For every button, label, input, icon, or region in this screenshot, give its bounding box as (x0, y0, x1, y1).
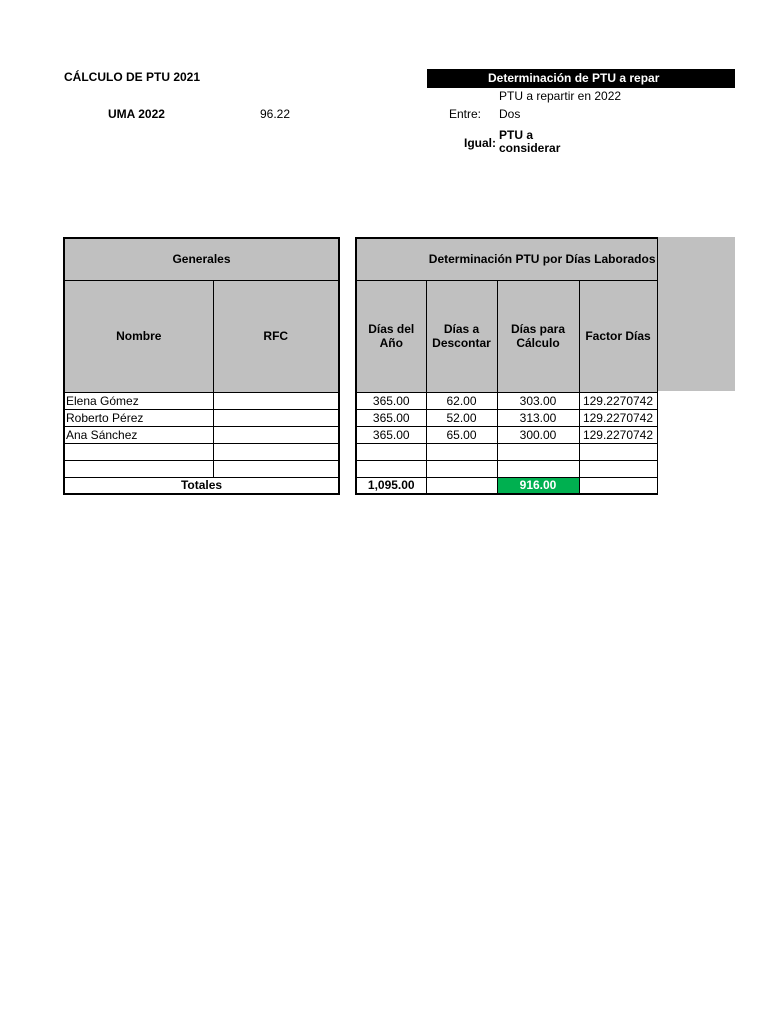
name-cell[interactable] (64, 460, 213, 477)
dias-calculo-cell[interactable]: 300.00 (497, 426, 579, 443)
dias-descontar-cell[interactable] (426, 460, 497, 477)
column-header-rfc: RFC (213, 280, 339, 392)
dias-descontar-cell[interactable]: 62.00 (426, 392, 497, 409)
gray-fill-block (658, 237, 735, 391)
column-header-factor-dias: Factor Días (579, 280, 657, 392)
table-row (356, 443, 657, 460)
table-row (64, 460, 339, 477)
determinacion-section-title: Determinación PTU por Días Laborados (356, 238, 657, 280)
totals-row (64, 477, 339, 494)
name-cell[interactable]: Elena Gómez (64, 392, 213, 409)
dias-anio-cell[interactable] (356, 460, 426, 477)
rfc-cell[interactable] (213, 443, 339, 460)
uma-value[interactable]: 96.22 (260, 107, 291, 121)
dias-calculo-cell[interactable] (497, 460, 579, 477)
name-cell[interactable]: Roberto Pérez (64, 409, 213, 426)
rfc-cell[interactable] (213, 460, 339, 477)
dias-descontar-cell[interactable] (426, 443, 497, 460)
table-row (64, 392, 339, 409)
igual-label: Igual: (464, 136, 496, 150)
rfc-cell[interactable] (213, 409, 339, 426)
dias-anio-cell[interactable]: 365.00 (356, 426, 426, 443)
dias-descontar-cell[interactable]: 65.00 (426, 426, 497, 443)
totals-row (356, 477, 657, 494)
dias-anio-cell[interactable]: 365.00 (356, 392, 426, 409)
rfc-cell[interactable] (213, 426, 339, 443)
table-row (356, 392, 657, 409)
table-row (356, 460, 657, 477)
name-cell[interactable]: Ana Sánchez (64, 426, 213, 443)
entre-label: Entre: (449, 107, 482, 121)
table-row (356, 426, 657, 443)
dias-anio-cell[interactable] (356, 443, 426, 460)
ptu-repartir-label: PTU a repartir en 2022 (499, 89, 622, 103)
uma-label: UMA 2022 (108, 107, 165, 121)
section-header-text: Determinación de PTU a repar (488, 71, 660, 85)
factor-dias-cell[interactable]: 129.2270742 (579, 409, 657, 426)
dias-descontar-cell[interactable]: 52.00 (426, 409, 497, 426)
column-header-dias-calculo: Días para Cálculo (497, 280, 579, 392)
rfc-cell[interactable] (213, 392, 339, 409)
entre-value[interactable]: Dos (499, 107, 521, 121)
factor-dias-cell[interactable]: 129.2270742 (579, 426, 657, 443)
total-factor-dias[interactable] (579, 477, 657, 494)
table-row (64, 426, 339, 443)
factor-dias-cell[interactable] (579, 460, 657, 477)
table-row (64, 443, 339, 460)
determinacion-table (355, 237, 658, 495)
dias-calculo-cell[interactable]: 303.00 (497, 392, 579, 409)
generales-section-title: Generales (64, 238, 339, 280)
column-header-dias-anio: Días del Año (356, 280, 426, 392)
dias-calculo-cell[interactable]: 313.00 (497, 409, 579, 426)
total-dias-anio[interactable]: 1,095.00 (356, 477, 426, 494)
factor-dias-cell[interactable]: 129.2270742 (579, 392, 657, 409)
generales-table (63, 237, 340, 495)
dias-anio-cell[interactable]: 365.00 (356, 409, 426, 426)
table-row (356, 409, 657, 426)
column-header-dias-descontar: Días a Descontar (426, 280, 497, 392)
factor-dias-cell[interactable] (579, 443, 657, 460)
section-header-bar (427, 69, 735, 88)
totals-label: Totales (64, 477, 339, 494)
dias-calculo-cell[interactable] (497, 443, 579, 460)
page-title: CÁLCULO DE PTU 2021 (64, 70, 201, 84)
name-cell[interactable] (64, 443, 213, 460)
total-dias-calculo[interactable]: 916.00 (497, 477, 579, 494)
total-dias-descontar[interactable] (426, 477, 497, 494)
column-header-nombre: Nombre (64, 280, 213, 392)
ptu-considerar-label: PTU a considerar (499, 128, 561, 155)
table-row (64, 409, 339, 426)
